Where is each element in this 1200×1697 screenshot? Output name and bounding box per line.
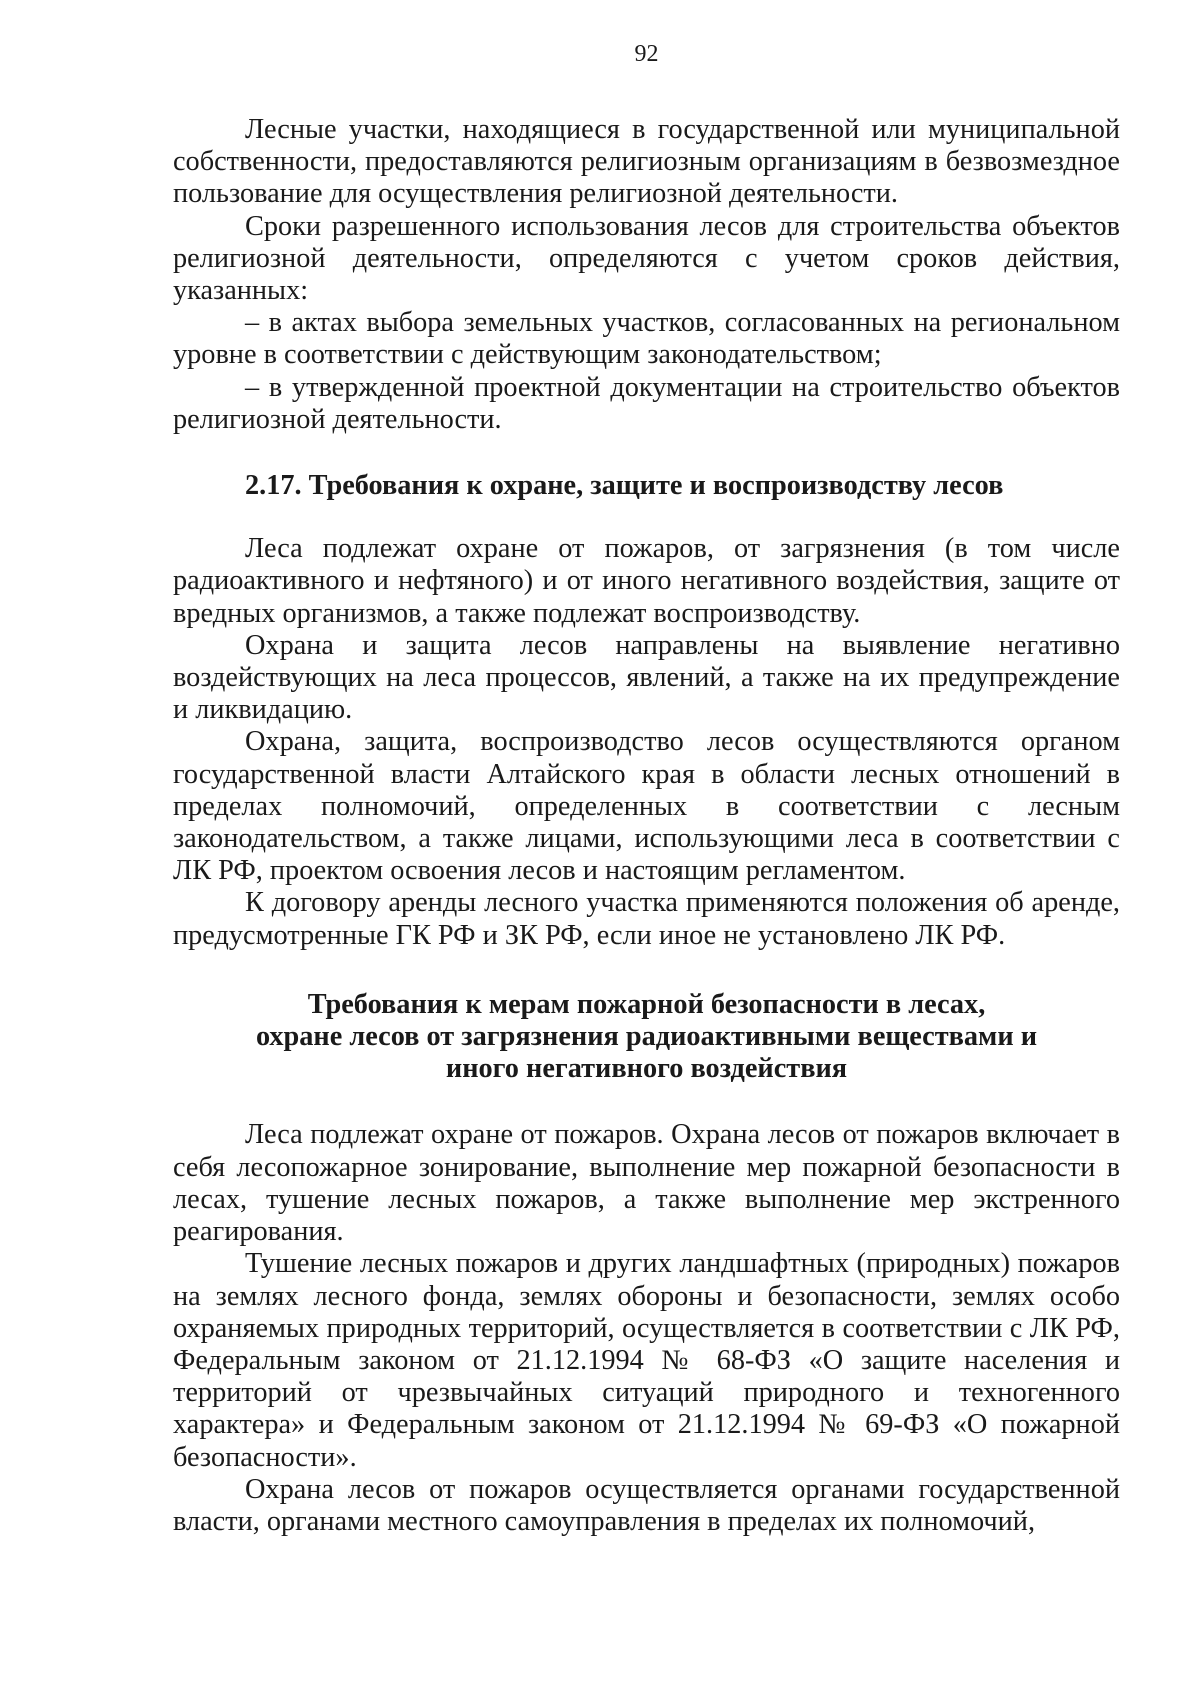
paragraph: Охрана, защита, воспроизводство лесов осуществляются органом государственной власти Алтайского края в области лесных отношений в пределах полномочий, определенных в соответствии с лесным законодательством, а также лицами, использующими леса в соответствии с ЛК РФ, проектом освоения лесов и настоящим регламентом. bbox=[173, 726, 1120, 887]
paragraph: Сроки разрешенного использования лесов для строительства объектов религиозной деятельности, определяются с учетом сроков действия, указанных: bbox=[173, 210, 1120, 307]
paragraph: Лесные участки, находящиеся в государственной или муниципальной собственности, предоставляются религиозным организациям в безвозмездное пользование для осуществления религиозной деятельности. bbox=[173, 114, 1120, 210]
section-heading-fire-safety bbox=[173, 989, 1120, 1086]
paragraph: Леса подлежат охране от пожаров. Охрана лесов от пожаров включает в себя лесопожарное зонирование, выполнение мер пожарной безопасности в лесах, тушение лесных пожаров, а также выполнение мер экстренного реагирования. bbox=[173, 1119, 1120, 1248]
paragraph: Тушение лесных пожаров и других ландшафтных (природных) пожаров на землях лесного фонда, землях обороны и безопасности, землях особо охраняемых природных территорий, осуществляется в соответствии с ЛК РФ, Федеральным законом от 21.12.1994 № 68-ФЗ «О защите населения и территорий от чрезвычайных ситуаций природного и техногенного характера» и Федеральным законом от 21.12.1994 № 69-ФЗ «О пожарной безопасности». bbox=[173, 1248, 1120, 1473]
paragraph: Охрана лесов от пожаров осуществляется органами государственной власти, органами местного самоуправления в пределах их полномочий, bbox=[173, 1473, 1120, 1537]
document-body bbox=[173, 114, 1120, 1538]
paragraph: К договору аренды лесного участка применяются положения об аренде, предусмотренные ГК РФ и ЗК РФ, если иное не установлено ЛК РФ. bbox=[173, 887, 1120, 951]
section-heading-2-17: 2.17. Требования к охране, защите и воспроизводству лесов bbox=[245, 470, 1004, 502]
list-item: – в актах выбора земельных участков, согласованных на региональном уровне в соответствии с действующим законодательством; bbox=[173, 307, 1120, 371]
page-number: 92 bbox=[634, 41, 659, 67]
heading-line: Требования к мерам пожарной безопасности в лесах, bbox=[307, 988, 986, 1020]
heading-line: иного негативного воздействия bbox=[445, 1053, 848, 1085]
paragraph: Леса подлежат охране от пожаров, от загрязнения (в том числе радиоактивного и нефтяного) и от иного негативного воздействия, защите от вредных организмов, а также подлежат воспроизводству. bbox=[173, 533, 1120, 629]
list-item: – в утвержденной проектной документации на строительство объектов религиозной деятельности. bbox=[173, 371, 1120, 435]
heading-line: охране лесов от загрязнения радиоактивными веществами и bbox=[255, 1021, 1038, 1053]
paragraph: Охрана и защита лесов направлены на выявление негативно воздействующих на леса процессов, явлений, а также на их предупреждение и ликвидацию. bbox=[173, 629, 1120, 726]
